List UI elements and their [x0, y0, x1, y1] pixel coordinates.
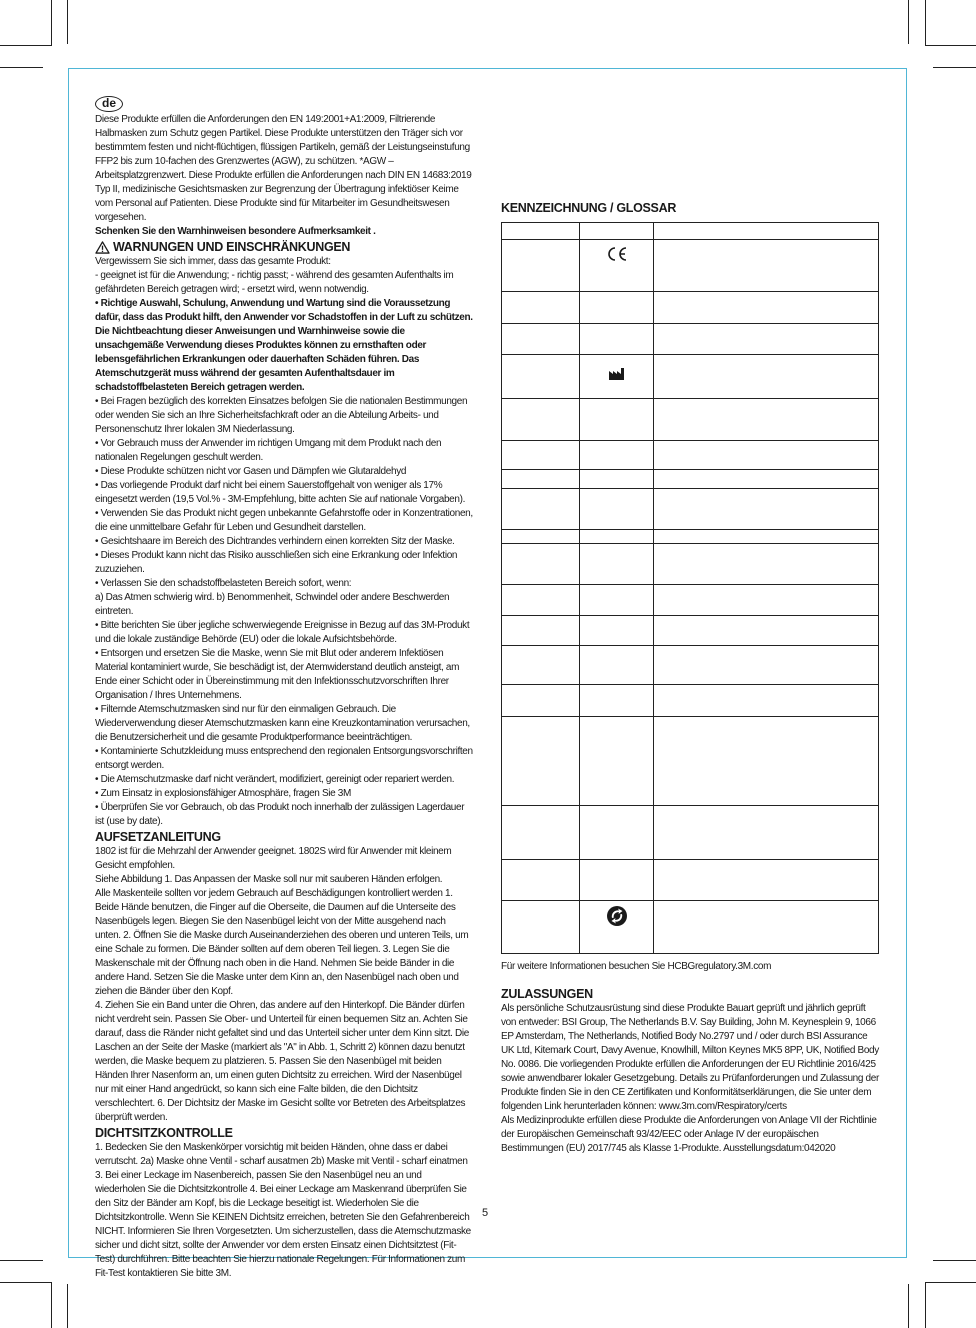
glossary-cell [502, 489, 580, 530]
glossary-cell [654, 530, 879, 544]
glossary-row [502, 685, 879, 717]
glossary-cell [654, 292, 879, 324]
warning-item: • Gesichtshaare im Bereich des Dichtrandes verhindern einen korrekten Sitz der Maske. [95, 536, 455, 547]
crop-mark [925, 45, 976, 46]
crop-mark [933, 67, 976, 68]
glossary-row [502, 240, 879, 292]
crop-mark [0, 1260, 43, 1261]
glossary-row [502, 489, 879, 530]
glossary-row [502, 860, 879, 901]
warning-item: • Bitte berichten Sie über jegliche schwerwiegende Ereignisse in Bezug auf das 3M-Produkt und die lokale zuständige Behörde (EU) oder die lokale Aufsichtsbehörde. [95, 620, 470, 645]
language-badge: de [95, 96, 123, 112]
glossary-cell [502, 530, 580, 544]
glossary-cell [502, 717, 580, 806]
glossary-cell [654, 441, 879, 470]
glossary-cell [654, 901, 879, 954]
glossary-symbol-cell [580, 324, 654, 355]
warning-triangle-icon [95, 241, 110, 254]
warning-item: • Bei Fragen bezüglich des korrekten Einsatzes befolgen Sie die nationalen Bestimmungen oder wenden Sie sich an Ihre Sicherheitsfachkraft oder an die Abteilung Arbeits- und Personenschutz Ihrer lokalen 3M Niederlassung. [95, 396, 468, 435]
glossary-heading: KENNZEICHNUNG / GLOSSAR [501, 201, 677, 215]
crop-mark [933, 1260, 976, 1261]
crop-mark [51, 1282, 52, 1328]
glossary-row [502, 324, 879, 355]
glossary-symbol-cell [580, 717, 654, 806]
glossary-symbol-cell [580, 441, 654, 470]
warning-item: • Die Atemschutzmaske darf nicht verändert, modifiziert, gereinigt oder repariert werden. [95, 774, 455, 785]
manufacturer-icon [608, 373, 626, 384]
glossary-cell [654, 717, 879, 806]
glossary-cell [502, 324, 580, 355]
crop-mark [908, 0, 909, 44]
glossary-cell [654, 489, 879, 530]
glossary-cell [502, 223, 580, 240]
glossary-cell [502, 585, 580, 616]
crop-mark [925, 1282, 926, 1328]
warning-item: • Verwenden Sie das Produkt nicht gegen unbekannte Gefahrstoffe oder in Konzentrationen, die eine unmittelbare Gefahr für Leben und Gesundheit darstellen. [95, 508, 473, 533]
intro-bold-text: Schenken Sie den Warnhinweisen besondere Aufmerksamkeit . [95, 226, 376, 237]
crop-mark [0, 1282, 52, 1283]
glossary-symbol-cell [580, 901, 654, 954]
warning-item: • Entsorgen und ersetzen Sie die Maske, wenn Sie mit Blut oder anderem Infektiösen Material kontaminiert wurde, Sie beschädigt ist, der Atemwiderstand deutlich ansteigt, am Ende einer Schicht oder in Übereinstimmung mit den Infektionsschutzvorschriften Ihrer Organisation / Ihres Unternehmens. [95, 648, 460, 701]
crop-mark [925, 1282, 976, 1283]
crop-mark [51, 0, 52, 46]
glossary-symbol-cell [580, 240, 654, 292]
glossary-cell [654, 355, 879, 399]
glossary-cell [654, 616, 879, 646]
glossary-symbol-cell [580, 685, 654, 717]
glossary-table [501, 222, 879, 954]
glossary-cell [502, 901, 580, 954]
glossary-cell [654, 240, 879, 292]
glossary-cell [502, 441, 580, 470]
warning-item: a) Das Atmen schwierig wird. b) Benommenheit, Schwindel oder andere Beschwerden eintreten. [95, 592, 450, 617]
glossary-symbol-cell [580, 489, 654, 530]
glossary-row [502, 355, 879, 399]
glossary-cell [502, 240, 580, 292]
right-column [501, 200, 879, 1156]
glossary-row [502, 544, 879, 585]
glossary-symbol-cell [580, 616, 654, 646]
glossary-cell [502, 616, 580, 646]
glossary-symbol-cell [580, 292, 654, 324]
seal-check-text: 1. Bedecken Sie den Maskenkörper vorsichtig mit beiden Händen, ohne dass er dabei verrutscht. 2a) Maske ohne Ventil - scharf ausatmen 2b) Maske mit Ventil - scharf einatmen 3. Bei einer Leckage im Nasenbereich, passen Sie den Nasenbügel neu an und wiederholen Sie die Dichtsitzkontrolle 4. Bei einer Leckage am Maskenrand überprüfen Sie den Sitz der Bänder am Kopf, bis die Leckage beseitigt ist. Wiederholen Sie die Dichtsitzkontrolle. Wenn Sie KEINEN Dichtsitz erreichen, betreten Sie den Gefahrenbereich NICHT. Informieren Sie Ihren Vorgesetzten. Um sicherzustellen, dass die Atemschutzmaske sicher und dicht sitzt, sollte der Anwender vor dem ersten Einsatz einen Dichtsitztest (Fit-Test) durchführen. Bitte beachten Sie hierzu nationale Regelungen. Für Informationen zum Fit-Test kontaktieren Sie bitte 3M. [95, 1142, 471, 1279]
glossary-cell [502, 470, 580, 489]
glossary-symbol-cell [580, 355, 654, 399]
glossary-cell [502, 860, 580, 901]
ce-mark-icon [606, 246, 628, 267]
glossary-row [502, 530, 879, 544]
crop-mark [925, 0, 926, 46]
glossary-cell [654, 646, 879, 685]
glossary-cell [502, 646, 580, 685]
page-number: 5 [482, 1207, 489, 1219]
recycle-icon [606, 905, 628, 932]
glossary-row [502, 399, 879, 441]
glossary-symbol-cell [580, 530, 654, 544]
glossary-footer: Für weitere Informationen besuchen Sie HCBGregulatory.3M.com [501, 961, 772, 972]
glossary-row [502, 585, 879, 616]
warning-item: • Filternde Atemschutzmasken sind nur für den einmaligen Gebrauch. Die Wiederverwendung dieser Atemschutzmasken kann eine Kreuzkontamination verursachen, die Benutzersicherheit und die gesamte Produktperformance beeinträchtigen. [95, 704, 470, 743]
glossary-cell [654, 223, 879, 240]
glossary-cell [654, 806, 879, 860]
glossary-symbol-cell [580, 399, 654, 441]
approvals-heading: ZULASSUNGEN [501, 987, 593, 1001]
glossary-cell [654, 585, 879, 616]
glossary-row [502, 616, 879, 646]
crop-mark [67, 0, 68, 44]
glossary-cell [502, 806, 580, 860]
warnings-heading-text: WARNUNGEN UND EINSCHRÄNKUNGEN [113, 240, 351, 254]
crop-mark [0, 45, 52, 46]
warnings-lead: Vergewissern Sie sich immer, dass das gesamte Produkt: [95, 256, 331, 267]
glossary-symbol-cell [580, 806, 654, 860]
warnings-heading [95, 239, 473, 255]
glossary-cell [654, 470, 879, 489]
glossary-symbol-cell [580, 646, 654, 685]
left-column [95, 96, 473, 1281]
glossary-symbol-cell [580, 585, 654, 616]
glossary-cell [654, 685, 879, 717]
glossary-row [502, 646, 879, 685]
fitting-heading: AUFSETZANLEITUNG [95, 830, 221, 844]
warning-item: • Zum Einsatz in explosionsfähiger Atmosphäre, fragen Sie 3M [95, 788, 351, 799]
warning-item: • Diese Produkte schützen nicht vor Gasen und Dämpfen wie Glutaraldehyd [95, 466, 407, 477]
glossary-row [502, 223, 879, 240]
glossary-cell [502, 685, 580, 717]
glossary-row [502, 470, 879, 489]
intro-text: Diese Produkte erfüllen die Anforderungen den EN 149:2001+A1:2009, Filtrierende Halbmasken zum Schutz gegen Partikel. Diese Produkte unterstützen den Träger sich vor bestimmtem festen und nicht-flüchtigen, flüssigen Partikeln, gemäß der Leistungseinstufung FFP2 bis zum 10-fachen des Grenzwertes (AGW), zu schützen. *AGW – Arbeitsplatzgrenzwert. Diese Produkte erfüllen die Anforderungen nach DIN EN 14683:2019 Typ II, medizinische Gesichtsmasken zur Begrenzung der Übertragung infektiöser Keime vom Personal auf Patienten. Diese Produkte sind für Mitarbeiter im Gesundheitswesen vorgesehen. [95, 114, 472, 223]
glossary-cell [502, 292, 580, 324]
glossary-symbol-cell [580, 860, 654, 901]
glossary-row [502, 717, 879, 806]
fitting-text: 1802 ist für die Mehrzahl der Anwender geeignet. 1802S wird für Anwender mit kleinem Gesicht empfohlen. Siehe Abbildung 1. Das Anpassen der Maske soll nur mit sauberen Händen erfolgen. Alle Maskenteile sollten vor jedem Gebrauch auf Beschädigungen kontrolliert werden 1. Beide Hände benutzen, die Finger auf die Oberseite, die Daumen auf die Unterseite des Nasenbügels legen. Biegen Sie den Nasenbügel leicht von der Mitte ausgehend nach unten. 2. Öffnen Sie die Maske durch Auseinanderziehen des oberen und unteren Teils, um eine Schale zu formen. Die Bänder sollten auf dem oberen Teil liegen. 3. Legen Sie die Maskenschale mit der Öffnung nach oben in die Hand. Nehmen Sie beide Bänder in die andere Hand. Setzen Sie die Maske unter dem Kinn an, den Nasenbügel nach oben und ziehen die Bänder über den Kopf. 4. Ziehen Sie ein Band unter die Ohren, das andere auf den Hinterkopf. Die Bänder dürfen nicht verdreht sein. Passen Sie Ober- und Unterteil für einen bequemen Sitz an. Achten Sie darauf, dass die Ränder nicht gefaltet sind und das Unterteil sicher unter dem Kinn sitzt. Die Laschen an der Seite der Maske (markiert als "A" in Abb. 1, Schritt 2) können dazu benutzt werden, die Maske bequem zu platzieren. 5. Passen Sie den Nasenbügel mit beiden Händen Ihrer Nasenform an, um einen guten Dichtsitz zu erreichen. Wird der Nasenbügel nur mit einer Hand angedrückt, so kann sich eine Falte bilden, die den Dichtsitz verschlechtert. 6. Der Dichtsitz der Maske im Gesicht sollte vor Betreten des Arbeitsplatzes überprüft werden. [95, 846, 469, 1123]
glossary-cell [654, 860, 879, 901]
warning-item: • Dieses Produkt kann nicht das Risiko ausschließen sich eine Erkrankung oder Infektion zuzuziehen. [95, 550, 458, 575]
glossary-row [502, 292, 879, 324]
glossary-row [502, 441, 879, 470]
glossary-symbol-cell [580, 223, 654, 240]
glossary-cell [502, 544, 580, 585]
glossary-cell [502, 399, 580, 441]
glossary-cell [654, 544, 879, 585]
glossary-row [502, 806, 879, 860]
seal-check-heading: DICHTSITZKONTROLLE [95, 1126, 233, 1140]
glossary-symbol-cell [580, 470, 654, 489]
crop-mark [0, 67, 43, 68]
glossary-cell [654, 399, 879, 441]
crop-mark [908, 1284, 909, 1328]
glossary-cell [502, 355, 580, 399]
warnings-lead-items: - geeignet ist für die Anwendung; - richtig passt; - während des gesamten Aufenthalts im gefährdeten Bereich getragen wird; - ersetzt wird, wenn notwendig. [95, 270, 454, 295]
glossary-symbol-cell [580, 544, 654, 585]
warnings-bold-item: • Richtige Auswahl, Schulung, Anwendung und Wartung sind die Voraussetzung dafür, dass das Produkt hilft, den Anwender vor Schadstoffen in der Luft zu schützen. Die Nichtbeachtung dieser Anweisungen und Warnhinweise sowie die unsachgemäße Verwendung dieses Produktes können zu ernsthaften oder lebensgefährlichen Erkrankungen oder dauerhaften Schäden führen. Das Atemschutzgerät muss während der gesamten Aufenthaltsdauer im schadstoffbelasteten Bereich getragen werden. [95, 298, 473, 393]
warning-item: • Kontaminierte Schutzkleidung muss entsprechend den regionalen Entsorgungsvorschriften entsorgt werden. [95, 746, 473, 771]
warning-item: • Überprüfen Sie vor Gebrauch, ob das Produkt noch innerhalb der zulässigen Lagerdauer ist (use by date). [95, 802, 465, 827]
glossary-cell [654, 324, 879, 355]
crop-mark [67, 1284, 68, 1328]
approvals-text: Als persönliche Schutzausrüstung sind diese Produkte Bauart geprüft und jährlich geprüft von entweder: BSI Group, The Netherlands B.V. Say Building, John M. Keynesplein 9, 1066 EP Amsterdam, The Netherlands, Notified Body No.2797 und / oder durch BSI Assurance UK Ltd, Kitemark Court, Davy Avenue, Knowlhill, Milton Keynes MK5 8PP, UK, Notified Body No. 0086. Die vorliegenden Produkte erfüllen die Anforderungen der EU Richtlinie 2016/425 sowie anwendbarer lokaler Gesetzgebung. Details zu Prüfanforderungen und Zulassung der Produkte finden Sie in den CE Zertifikaten und Konformitätserklärungen, die Sie unter dem folgenden Link herunterladen können: www.3m.com/Respiratory/certs Als Medizinprodukte erfüllen diese Produkte die Anforderungen von Anlage VII der Richtlinie der Europäischen Gemeinschaft 93/42/EEC oder Anlage IV der europäischen Bestimmungen (EU) 2017/745 als Klasse 1-Produkte. Ausstellungsdatum:042020 [501, 1003, 879, 1154]
warning-item: • Verlassen Sie den schadstoffbelasteten Bereich sofort, wenn: [95, 578, 352, 589]
warning-item: • Vor Gebrauch muss der Anwender im richtigen Umgang mit dem Produkt nach den nationalen Regelungen geschult werden. [95, 438, 442, 463]
warning-item: • Das vorliegende Produkt darf nicht bei einem Sauerstoffgehalt von weniger als 17% eingesetzt werden (19,5 Vol.% - 3M-Empfehlung, bitte achten Sie auf nationale Vorgaben). [95, 480, 466, 505]
glossary-row [502, 901, 879, 954]
